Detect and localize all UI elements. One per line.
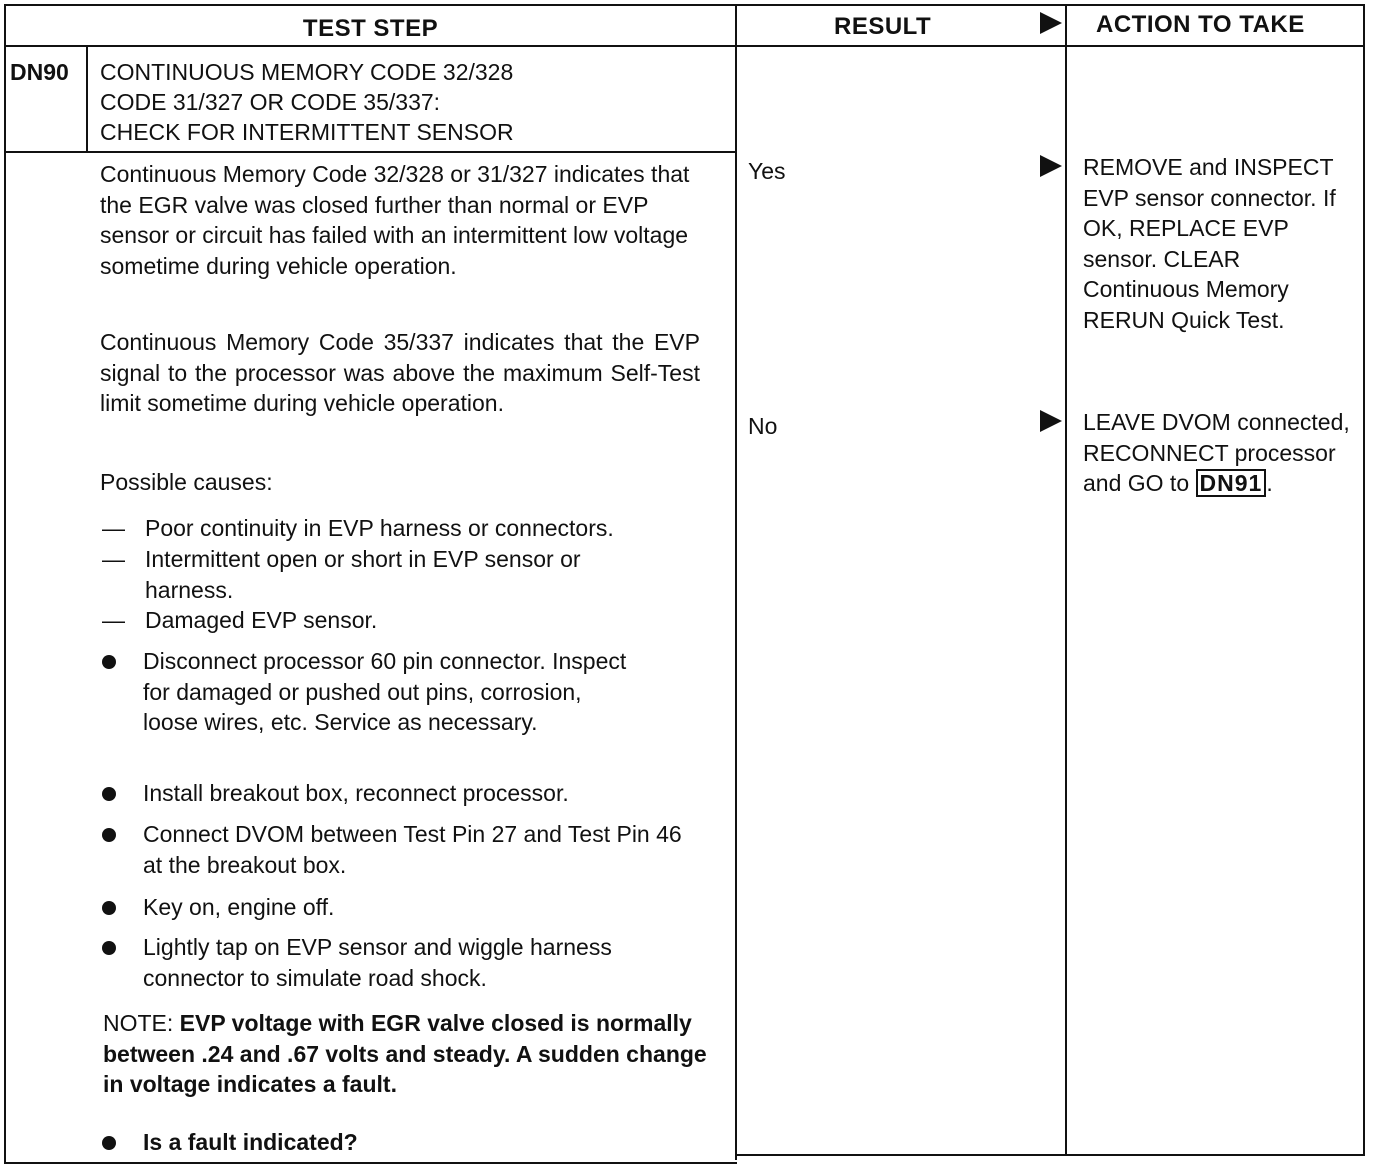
action-no-text: LEAVE DVOM connected, RECONNECT processor and GO to <box>1083 409 1350 496</box>
possible-causes-label: Possible causes: <box>100 469 273 495</box>
cause-item <box>100 544 655 605</box>
dash-icon: — <box>102 515 125 541</box>
description-paragraph: Continuous Memory Code 32/328 or 31/327 indicates that the EGR valve was closed further than normal or EVP sensor or circuit has failed with an intermittent low voltage sometime during vehicle operation. <box>100 161 690 279</box>
result-yes: Yes <box>748 158 786 184</box>
procedure-text: Disconnect processor 60 pin connector. Inspect for damaged or pushed out pins, corrosion, loose wires, etc. Service as necessary. <box>143 648 627 735</box>
question-item <box>100 1127 743 1158</box>
result-no-arrow-icon <box>1040 410 1062 432</box>
step-title-line: CHECK FOR INTERMITTENT SENSOR <box>100 119 514 145</box>
table-bottom-border-left <box>4 1162 737 1164</box>
table-right-border <box>1363 4 1365 1156</box>
bullet-icon <box>102 901 116 915</box>
question-text: Is a fault indicated? <box>143 1129 358 1155</box>
procedure-text: Connect DVOM between Test Pin 27 and Test Pin 46 at the breakout box. <box>143 821 682 878</box>
step-title-line: CODE 31/327 OR CODE 35/337: <box>100 89 441 115</box>
title-bottom-border <box>4 151 737 153</box>
procedure-item <box>100 778 743 809</box>
cause-item <box>100 605 745 636</box>
description-paragraph: Continuous Memory Code 35/337 indicates that the EVP signal to the processor was above the maximum Self-Test limit sometime during vehicle operation. <box>100 329 700 416</box>
bullet-icon <box>102 828 116 842</box>
step-reference-dn91: DN91 <box>1196 469 1267 497</box>
action-column-divider <box>1065 4 1067 1156</box>
bullet-icon <box>102 787 116 801</box>
cause-text: Poor continuity in EVP harness or connectors. <box>145 515 614 541</box>
bullet-icon <box>102 941 116 955</box>
action-no-suffix: . <box>1266 470 1273 496</box>
table-left-border <box>4 4 6 1164</box>
header-arrow-icon <box>1040 12 1062 34</box>
procedure-item <box>100 819 688 880</box>
step-id-divider <box>86 47 88 151</box>
note-body: EVP voltage with EGR valve closed is normally between .24 and .67 volts and steady. A sudden change in voltage indicates a fault. <box>103 1010 707 1097</box>
step-id: DN90 <box>10 59 69 85</box>
bullet-icon <box>102 655 116 669</box>
bullet-icon <box>102 1136 116 1150</box>
procedure-text: Key on, engine off. <box>143 894 335 920</box>
procedure-item <box>100 646 633 738</box>
procedure-text: Lightly tap on EVP sensor and wiggle harness connector to simulate road shock. <box>143 934 612 991</box>
header-bottom-border <box>4 45 1365 47</box>
note-prefix: NOTE: <box>103 1010 174 1036</box>
table-top-border <box>4 4 1365 6</box>
table-bottom-border-right <box>735 1154 1365 1156</box>
step-title-line: CONTINUOUS MEMORY CODE 32/328 <box>100 59 514 85</box>
header-action-to-take: ACTION TO TAKE <box>1096 11 1305 38</box>
cause-text: Intermittent open or short in EVP sensor or harness. <box>145 546 581 603</box>
result-column-divider <box>735 4 737 1160</box>
note-paragraph <box>103 1008 708 1100</box>
dash-icon: — <box>102 607 125 633</box>
header-result: RESULT <box>834 13 932 40</box>
cause-text: Damaged EVP sensor. <box>145 607 378 633</box>
header-test-step: TEST STEP <box>302 15 439 42</box>
step-title <box>100 57 514 147</box>
procedure-item <box>100 932 698 993</box>
action-yes: REMOVE and INSPECT EVP sensor connector. If OK, REPLACE EVP sensor. CLEAR Continuous Memory RERUN Quick Test. <box>1083 154 1336 333</box>
result-no: No <box>748 413 778 439</box>
procedure-item <box>100 892 743 923</box>
action-no <box>1083 407 1361 499</box>
dash-icon: — <box>102 546 125 572</box>
procedure-text: Install breakout box, reconnect processor. <box>143 780 569 806</box>
result-yes-arrow-icon <box>1040 155 1062 177</box>
cause-item <box>100 513 745 544</box>
